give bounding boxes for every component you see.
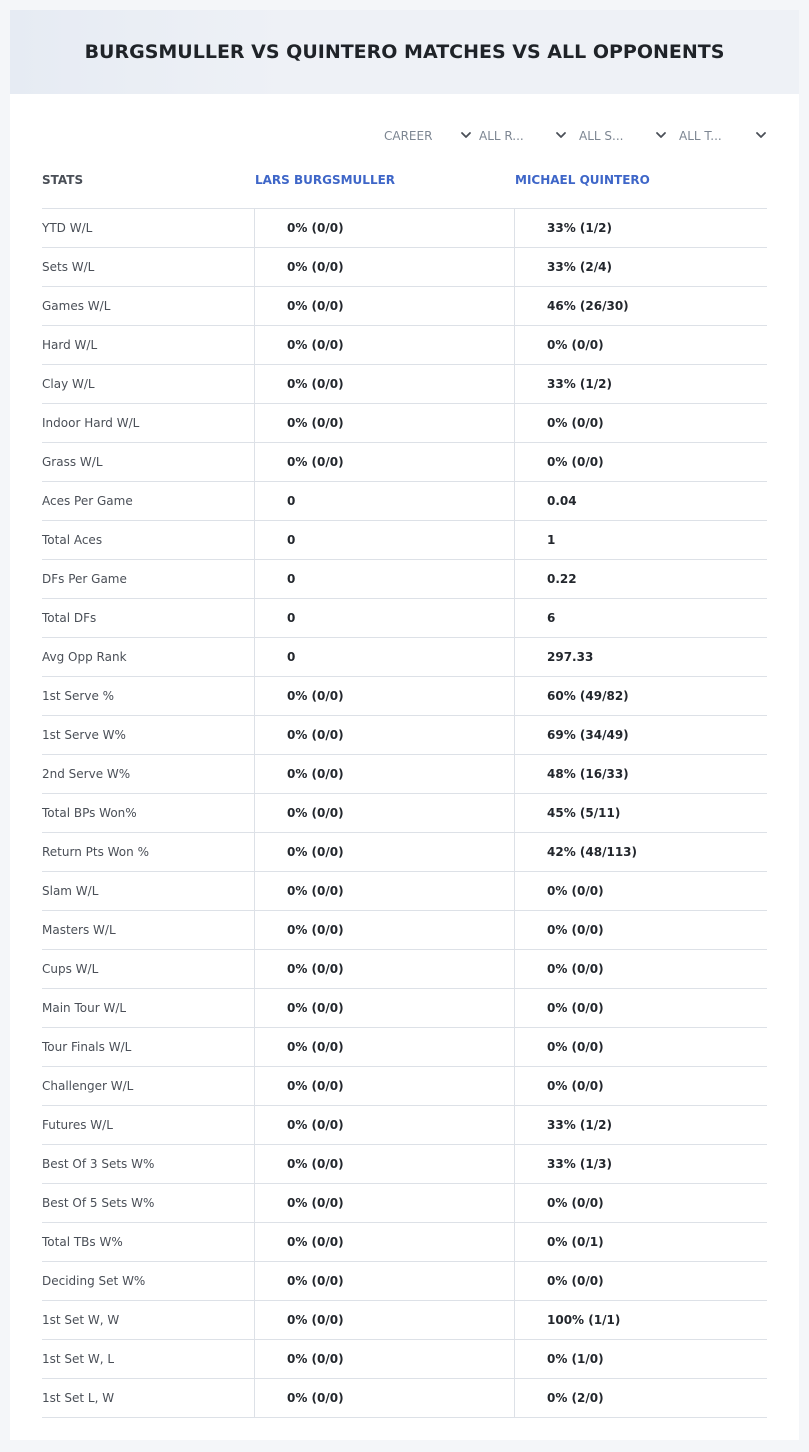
table-row [42, 1184, 767, 1223]
player2-value: 0% (0/0) [547, 338, 604, 352]
table-row [42, 1223, 767, 1262]
stat-label: Tour Finals W/L [42, 1040, 132, 1054]
stat-label: Grass W/L [42, 455, 103, 469]
player2-value: 45% (5/11) [547, 806, 621, 820]
table-row [42, 638, 767, 677]
table-row [42, 1262, 767, 1301]
stat-label: Games W/L [42, 299, 111, 313]
stat-label: 1st Serve % [42, 689, 115, 703]
player2-value: 0% (0/0) [547, 455, 604, 469]
player1-value: 0% (0/0) [287, 884, 344, 898]
chevron-down-icon [555, 129, 567, 141]
player2-value: 0% (0/0) [547, 1079, 604, 1093]
player2-value: 0% (1/0) [547, 1352, 604, 1366]
player2-value: 0% (0/0) [547, 1001, 604, 1015]
player2-value: 0% (0/0) [547, 1274, 604, 1288]
stat-label: DFs Per Game [42, 572, 127, 586]
table-row [42, 950, 767, 989]
filter-tournament-label: ALL T... [679, 129, 722, 143]
stat-label: Best Of 3 Sets W% [42, 1157, 155, 1171]
player2-value: 33% (1/3) [547, 1157, 612, 1171]
column-divider [254, 208, 255, 1417]
player1-value: 0% (0/0) [287, 845, 344, 859]
stat-label: Futures W/L [42, 1118, 113, 1132]
table-row [42, 989, 767, 1028]
player1-value: 0% (0/0) [287, 1313, 344, 1327]
player2-value: 0% (0/0) [547, 1196, 604, 1210]
table-row [42, 1106, 767, 1145]
player1-value: 0 [287, 611, 296, 625]
player1-value: 0 [287, 494, 296, 508]
table-row [42, 521, 767, 560]
player1-value: 0% (0/0) [287, 1118, 344, 1132]
table-row [42, 794, 767, 833]
player1-value: 0% (0/0) [287, 1196, 344, 1210]
player1-value: 0% (0/0) [287, 728, 344, 742]
player2-value: 0% (0/0) [547, 416, 604, 430]
player2-value: 0% (2/0) [547, 1391, 604, 1405]
filter-period-select[interactable] [384, 126, 472, 146]
table-row [42, 482, 767, 521]
stat-label: 2nd Serve W% [42, 767, 131, 781]
filter-period-label: CAREER [384, 129, 433, 143]
column-divider [514, 208, 515, 1417]
stats-table [42, 208, 767, 1418]
stat-label: Aces Per Game [42, 494, 133, 508]
stat-label: 1st Set W, L [42, 1352, 115, 1366]
table-row [42, 911, 767, 950]
stats-card [10, 10, 799, 1440]
player2-value: 1 [547, 533, 556, 547]
stat-label: Clay W/L [42, 377, 95, 391]
player2-value: 0% (0/1) [547, 1235, 604, 1249]
player1-value: 0 [287, 572, 296, 586]
table-row [42, 248, 767, 287]
player2-value: 0% (0/0) [547, 1040, 604, 1054]
stat-label: Best Of 5 Sets W% [42, 1196, 155, 1210]
table-row [42, 599, 767, 638]
filter-tournament-select[interactable] [679, 126, 767, 146]
table-row [42, 209, 767, 248]
filter-round-label: ALL R... [479, 129, 524, 143]
column-header-player1-link[interactable]: LARS BURGSMULLER [255, 173, 396, 187]
player2-value: 6 [547, 611, 556, 625]
stat-label: Main Tour W/L [42, 1001, 127, 1015]
stat-label: Masters W/L [42, 923, 116, 937]
player1-value: 0 [287, 650, 296, 664]
column-header-player2-link[interactable]: MICHAEL QUINTERO [515, 173, 650, 187]
player2-value: 0% (0/0) [547, 884, 604, 898]
player2-value: 100% (1/1) [547, 1313, 621, 1327]
stat-label: Hard W/L [42, 338, 98, 352]
stat-label: Total BPs Won% [42, 806, 137, 820]
player2-value: 60% (49/82) [547, 689, 629, 703]
stat-label: Total Aces [42, 533, 103, 547]
filter-surface-select[interactable] [579, 126, 667, 146]
player2-value: 0% (0/0) [547, 923, 604, 937]
player2-value: 48% (16/33) [547, 767, 629, 781]
player2-value: 0.04 [547, 494, 577, 508]
stat-label: Challenger W/L [42, 1079, 134, 1093]
player1-value: 0% (0/0) [287, 1001, 344, 1015]
table-row [42, 716, 767, 755]
stat-label: 1st Serve W% [42, 728, 126, 742]
player1-value: 0% (0/0) [287, 689, 344, 703]
player2-value: 33% (1/2) [547, 377, 612, 391]
card-header [10, 10, 799, 94]
table-row [42, 1145, 767, 1184]
player1-value: 0% (0/0) [287, 260, 344, 274]
stat-label: Sets W/L [42, 260, 95, 274]
player1-value: 0% (0/0) [287, 1157, 344, 1171]
player2-value: 297.33 [547, 650, 594, 664]
stat-label: Return Pts Won % [42, 845, 149, 859]
table-row [42, 755, 767, 794]
table-row [42, 1340, 767, 1379]
table-row [42, 1028, 767, 1067]
player2-value: 42% (48/113) [547, 845, 637, 859]
page-title: BURGSMULLER VS QUINTERO MATCHES VS ALL OPPONENTS [84, 41, 725, 63]
chevron-down-icon [460, 129, 472, 141]
table-row [42, 1067, 767, 1106]
stat-label: 1st Set L, W [42, 1391, 115, 1405]
filter-bar [10, 126, 799, 146]
player1-value: 0% (0/0) [287, 377, 344, 391]
table-row [42, 677, 767, 716]
player1-value: 0% (0/0) [287, 1235, 344, 1249]
stat-label: Cups W/L [42, 962, 99, 976]
filter-round-select[interactable] [479, 126, 567, 146]
player1-value: 0% (0/0) [287, 806, 344, 820]
table-row [42, 1301, 767, 1340]
table-row [42, 443, 767, 482]
player1-value: 0% (0/0) [287, 1040, 344, 1054]
player1-value: 0% (0/0) [287, 416, 344, 430]
player1-value: 0% (0/0) [287, 1079, 344, 1093]
player1-value: 0% (0/0) [287, 767, 344, 781]
player1-value: 0% (0/0) [287, 455, 344, 469]
table-row [42, 560, 767, 599]
player2-value: 0% (0/0) [547, 962, 604, 976]
player1-value: 0% (0/0) [287, 338, 344, 352]
stat-label: 1st Set W, W [42, 1313, 120, 1327]
stat-label: Deciding Set W% [42, 1274, 146, 1288]
chevron-down-icon [755, 129, 767, 141]
table-row [42, 404, 767, 443]
player1-value: 0% (0/0) [287, 1274, 344, 1288]
player2-value: 33% (1/2) [547, 221, 612, 235]
table-row [42, 872, 767, 911]
player2-value: 33% (2/4) [547, 260, 612, 274]
player2-value: 69% (34/49) [547, 728, 629, 742]
stat-label: YTD W/L [42, 221, 93, 235]
table-row [42, 833, 767, 872]
stat-label: Indoor Hard W/L [42, 416, 140, 430]
player1-value: 0% (0/0) [287, 962, 344, 976]
stat-label: Avg Opp Rank [42, 650, 127, 664]
player1-value: 0% (0/0) [287, 923, 344, 937]
table-row [42, 287, 767, 326]
table-row [42, 326, 767, 365]
filter-surface-label: ALL S... [579, 129, 624, 143]
player1-value: 0 [287, 533, 296, 547]
player1-value: 0% (0/0) [287, 1352, 344, 1366]
player2-value: 33% (1/2) [547, 1118, 612, 1132]
player1-value: 0% (0/0) [287, 299, 344, 313]
table-row [42, 365, 767, 404]
column-header-stats: STATS [42, 173, 84, 187]
chevron-down-icon [655, 129, 667, 141]
player1-value: 0% (0/0) [287, 221, 344, 235]
player2-value: 46% (26/30) [547, 299, 629, 313]
stat-label: Total DFs [42, 611, 97, 625]
player2-value: 0.22 [547, 572, 577, 586]
stat-label: Total TBs W% [42, 1235, 123, 1249]
stat-label: Slam W/L [42, 884, 99, 898]
table-row [42, 1379, 767, 1418]
player1-value: 0% (0/0) [287, 1391, 344, 1405]
